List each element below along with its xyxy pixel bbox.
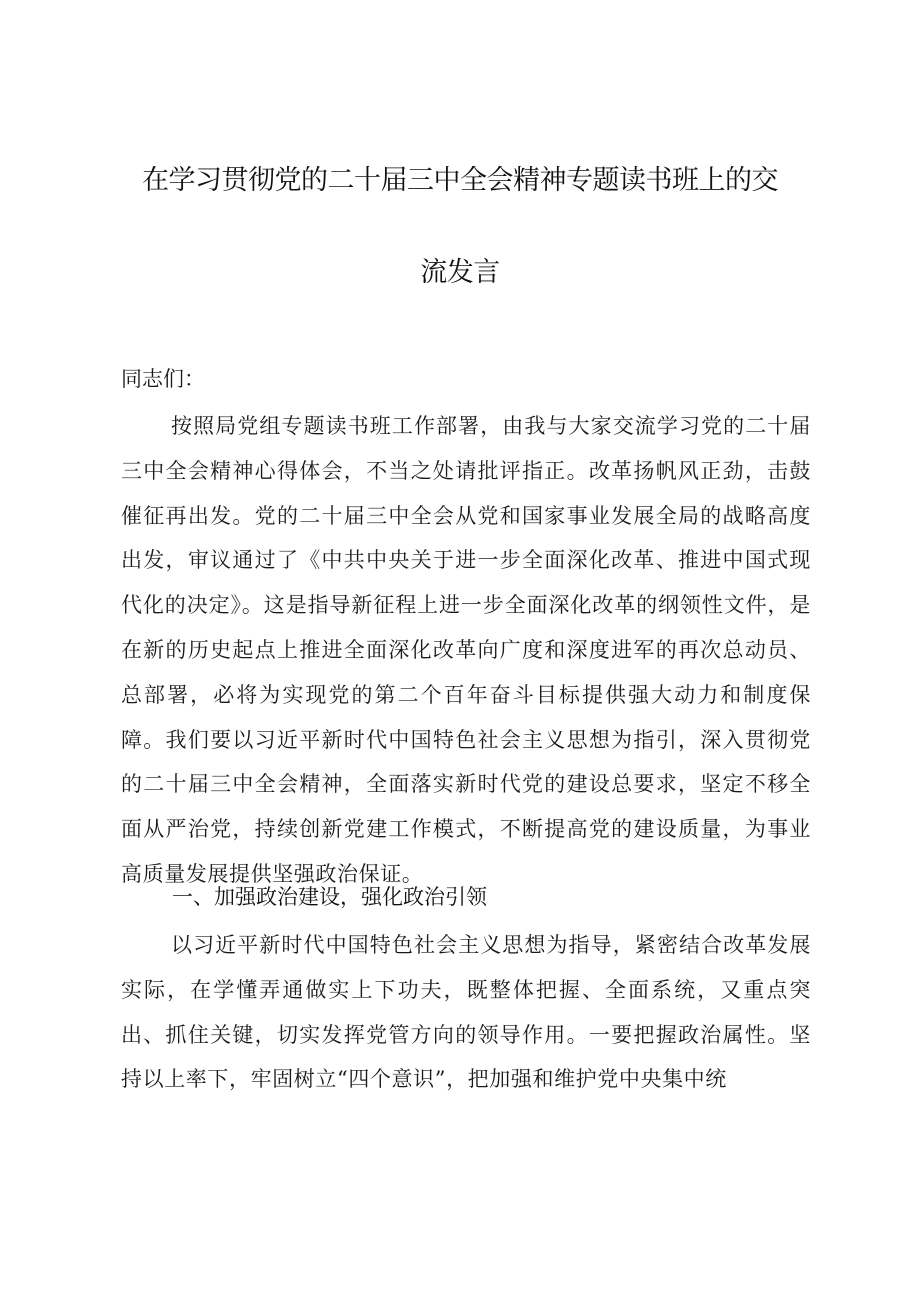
salutation: 同志们： xyxy=(121,367,205,391)
body-paragraph-1: 按照局党组专题读书班工作部署，由我与大家交流学习党的二十届三中全会精神心得体会，不当之处请批评指正。改革扬帆风正劲，击鼓催征再出发。党的二十届三中全会从党和国家事业发展全局的战略高度出发，审议通过了《中共中央关于进一步全面深化改革、推进中国式现代化的决定》。这是指导新征程上进一步全面深化改革的纲领性文件，是在新的历史起点上推进全面深化改革向广度和深度进军的再次总动员、总部署，必将为实现党的第二个百年奋斗目标提供强大动力和制度保障。我们要以习近平新时代中国特色社会主义思想为指引，深入贯彻党的二十届三中全会精神，全面落实新时代党的建设总要求，坚定不移全面从严治党，持续创新党建工作模式，不断提高党的建设质量，为事业高质量发展提供坚强政治保证。 xyxy=(121,414,811,886)
body-paragraph-2: 以习近平新时代中国特色社会主义思想为指导，紧密结合改革发展实际，在学懂弄通做实上下功夫，既整体把握、全面系统，又重点突出、抓住关键，切实发挥党管方向的领导作用。一要把握政治属性。坚持以上率下，牢固树立“四个意识”，把加强和维护党中央集中统 xyxy=(121,933,811,1092)
section-heading-1: 一、加强政治建设，强化政治引领 xyxy=(172,885,487,909)
document-title-line-1: 在学习贯彻党的二十届三中全会精神专题读书班上的交 xyxy=(142,165,778,196)
document-title-line-2: 流发言 xyxy=(420,257,500,288)
